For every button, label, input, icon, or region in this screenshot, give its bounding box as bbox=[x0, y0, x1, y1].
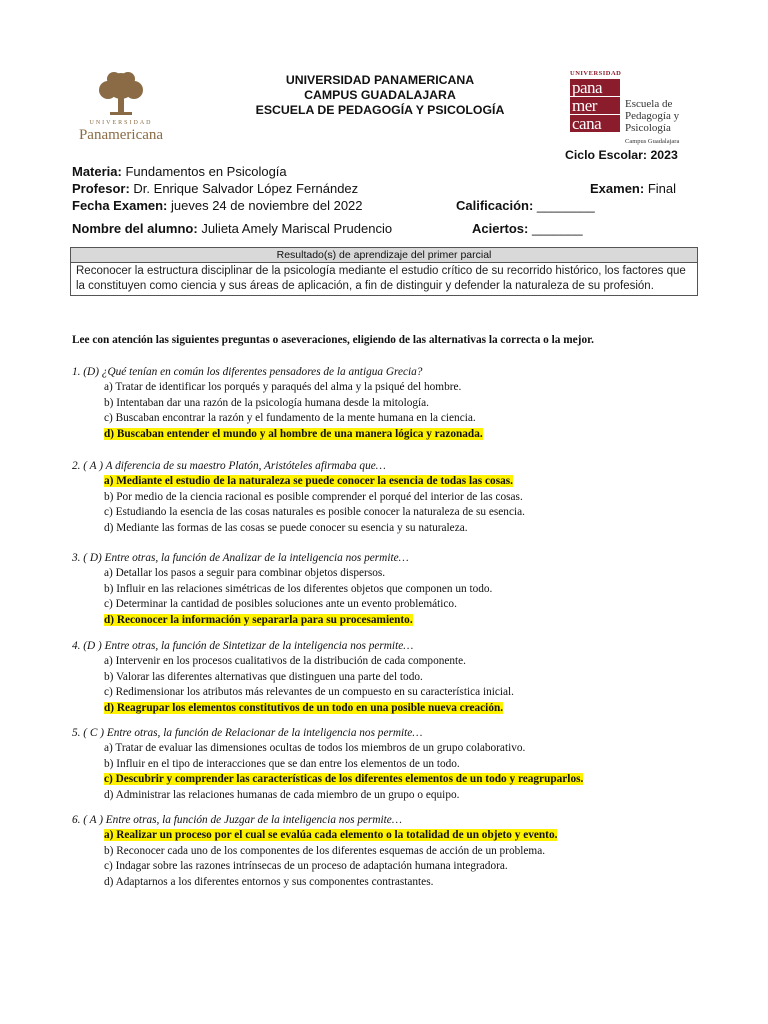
answer-option bbox=[104, 741, 712, 757]
logo-right-line: cana bbox=[570, 115, 620, 132]
logo-right-campus: Campus Guadalajara bbox=[625, 138, 680, 145]
logo-left-small-text: UNIVERSIDAD bbox=[89, 120, 153, 126]
answer-option-correct bbox=[104, 772, 712, 788]
answer-option-text: d) Buscaban entender el mundo y al hombre de una manera lógica y razonada. bbox=[104, 427, 483, 440]
answer-option-text: d) Adaptarnos a los diferentes entornos y sus componentes contrastantes. bbox=[104, 875, 434, 888]
answer-option bbox=[104, 844, 712, 860]
alumno-label: Nombre del alumno: bbox=[72, 221, 198, 236]
answer-option-text: d) Reagrupar los elementos constitutivos de un todo en una posible nueva creación. bbox=[104, 701, 504, 714]
answer-option bbox=[104, 757, 712, 773]
resultado-title: Resultado(s) de aprendizaje del primer parcial bbox=[71, 248, 698, 263]
answer-option bbox=[104, 411, 712, 427]
answer-option bbox=[104, 505, 712, 521]
answer-option-text: d) Administrar las relaciones humanas de cada miembro de un grupo o equipo. bbox=[104, 788, 460, 801]
answer-option-correct bbox=[104, 613, 712, 629]
answer-option-text: c) Descubrir y comprender las características de los diferentes elementos de un todo y reagruparlos. bbox=[104, 773, 584, 785]
question-5 bbox=[72, 725, 712, 803]
answer-option-correct bbox=[104, 427, 712, 443]
ciclo-value: 2023 bbox=[650, 148, 678, 162]
profesor-value: Dr. Enrique Salvador López Fernández bbox=[133, 181, 359, 196]
logo-right-wordmark bbox=[570, 79, 620, 133]
alumno-line bbox=[72, 221, 392, 236]
answer-option-correct bbox=[104, 828, 712, 844]
answer-option bbox=[104, 490, 712, 506]
examen-line bbox=[590, 181, 676, 196]
answer-option-text: d) Mediante las formas de las cosas se puede conocer su esencia y su naturaleza. bbox=[104, 521, 468, 534]
answer-option bbox=[104, 582, 712, 598]
answer-option-text: c) Estudiando la esencia de las cosas naturales es posible conocer la naturaleza de su esencia. bbox=[104, 506, 525, 518]
answer-option-text: c) Indagar sobre las razones intrínsecas de un proceso de adaptación humana integradora. bbox=[104, 860, 508, 872]
answer-option-text: b) Por medio de la ciencia racional es posible comprender el porqué del interior de las cosas. bbox=[104, 490, 523, 503]
answer-option-text: a) Realizar un proceso por el cual se evalúa cada elemento o la totalidad de un objeto y evento. bbox=[104, 829, 558, 841]
answer-option bbox=[104, 670, 712, 686]
answer-option-correct bbox=[104, 474, 712, 490]
fecha-value: jueves 24 de noviembre del 2022 bbox=[171, 198, 363, 213]
aciertos-line bbox=[472, 221, 583, 236]
header-school: ESCUELA DE PEDAGOGÍA Y PSICOLOGÍA bbox=[255, 103, 505, 117]
answer-option bbox=[104, 685, 712, 701]
calificacion-line bbox=[456, 198, 595, 213]
materia-line bbox=[72, 164, 287, 179]
logo-right-univ: UNIVERSIDAD bbox=[570, 70, 622, 77]
answer-option-text: b) Intentaban dar una razón de la psicología humana desde la mitología. bbox=[104, 396, 429, 409]
question-stem: 5. ( C ) Entre otras, la función de Relacionar de la inteligencia nos permite… bbox=[72, 727, 423, 739]
calificacion-label: Calificación: bbox=[456, 198, 534, 213]
logo-right-school: Escuela de Pedagogía y Psicología bbox=[625, 98, 680, 134]
calificacion-value: ________ bbox=[536, 198, 595, 213]
answer-option bbox=[104, 566, 712, 582]
aciertos-label: Aciertos: bbox=[472, 221, 529, 236]
answer-option-text: b) Valorar las diferentes alternativas que distinguen una parte del todo. bbox=[104, 670, 423, 683]
question-stem: 3. ( D) Entre otras, la función de Analizar de la inteligencia nos permite… bbox=[72, 552, 409, 564]
resultado-table bbox=[70, 247, 698, 296]
answer-option-text: a) Tratar de identificar los porqués y paraqués del alma y la psiqué del hombre. bbox=[104, 381, 462, 393]
question-stem: 6. ( A ) Entre otras, la función de Juzgar de la inteligencia nos permite… bbox=[72, 814, 402, 826]
answer-option-correct bbox=[104, 701, 712, 717]
question-stem: 4. (D ) Entre otras, la función de Sintetizar de la inteligencia nos permite… bbox=[72, 640, 414, 652]
answer-option-text: d) Reconocer la información y separarla para su procesamiento. bbox=[104, 613, 413, 626]
answer-option-text: c) Redimensionar los atributos más relevantes de un compuesto en su característica inicial. bbox=[104, 686, 515, 698]
answer-option bbox=[104, 654, 712, 670]
answer-option-text: c) Determinar la cantidad de posibles soluciones ante un evento problemático. bbox=[104, 598, 457, 610]
question-6 bbox=[72, 812, 712, 890]
university-logo-left bbox=[66, 70, 176, 144]
ciclo-escolar bbox=[565, 148, 678, 162]
answer-option-text: c) Buscaban encontrar la razón y el fundamento de la mente humana en la ciencia. bbox=[104, 412, 476, 424]
answer-option-text: b) Influir en el tipo de interacciones que se dan entre los elementos de un todo. bbox=[104, 757, 460, 770]
materia-value: Fundamentos en Psicología bbox=[125, 164, 287, 179]
examen-label: Examen: bbox=[590, 181, 645, 196]
answer-option bbox=[104, 396, 712, 412]
profesor-line bbox=[72, 181, 358, 196]
fecha-line bbox=[72, 198, 363, 213]
answer-option-text: a) Intervenir en los procesos cualitativos de la distribución de cada componente. bbox=[104, 655, 467, 667]
school-logo-right bbox=[570, 70, 710, 150]
materia-label: Materia: bbox=[72, 164, 122, 179]
answer-option bbox=[104, 875, 712, 891]
answer-option bbox=[104, 597, 712, 613]
header-title bbox=[230, 73, 530, 118]
logo-left-big-text: Panamericana bbox=[78, 127, 164, 143]
question-1 bbox=[72, 364, 712, 442]
answer-option bbox=[104, 788, 712, 804]
answer-option-text: a) Detallar los pasos a seguir para combinar objetos dispersos. bbox=[104, 567, 386, 579]
logo-right-line: mer bbox=[570, 97, 620, 114]
answer-option bbox=[104, 521, 712, 537]
answer-option bbox=[104, 380, 712, 396]
header-campus: CAMPUS GUADALAJARA bbox=[304, 88, 456, 102]
alumno-value: Julieta Amely Mariscal Prudencio bbox=[201, 221, 393, 236]
answer-option-text: a) Mediante el estudio de la naturaleza se puede conocer la esencia de todas las cosas. bbox=[104, 475, 513, 487]
answer-option bbox=[104, 859, 712, 875]
question-3 bbox=[72, 550, 712, 628]
question-4 bbox=[72, 638, 712, 716]
header-university: UNIVERSIDAD PANAMERICANA bbox=[285, 73, 475, 87]
ciclo-label: Ciclo Escolar: bbox=[565, 148, 648, 162]
answer-option-text: b) Influir en las relaciones simétricas de los diferentes objetos que componen un todo. bbox=[104, 582, 493, 595]
instructions: Lee con atención las siguientes preguntas o aseveraciones, eligiendo de las alternativas la correcta o la mejor. bbox=[72, 334, 594, 346]
answer-option-text: a) Tratar de evaluar las dimensiones ocultas de todos los miembros de un grupo colaborativo. bbox=[104, 742, 526, 754]
tree-icon bbox=[86, 70, 156, 118]
examen-value: Final bbox=[647, 181, 677, 196]
answer-option-text: b) Reconocer cada uno de los componentes de los diferentes esquemas de acción de un problema. bbox=[104, 844, 546, 857]
question-2 bbox=[72, 458, 712, 536]
resultado-text: Reconocer la estructura disciplinar de la psicología mediante el estudio crítico de su recorrido histórico, los factores que la constituyen como ciencia y sus áreas de aplicación, a fin de distinguir y defender la naturaleza de su profesión. bbox=[71, 263, 698, 296]
aciertos-value: _______ bbox=[531, 221, 583, 236]
fecha-label: Fecha Examen: bbox=[72, 198, 168, 213]
question-stem: 1. (D) ¿Qué tenían en común los diferentes pensadores de la antigua Grecia? bbox=[72, 366, 423, 378]
profesor-label: Profesor: bbox=[72, 181, 130, 196]
question-stem: 2. ( A ) A diferencia de su maestro Platón, Aristóteles afirmaba que… bbox=[72, 460, 386, 472]
logo-right-line: pana bbox=[570, 79, 620, 96]
